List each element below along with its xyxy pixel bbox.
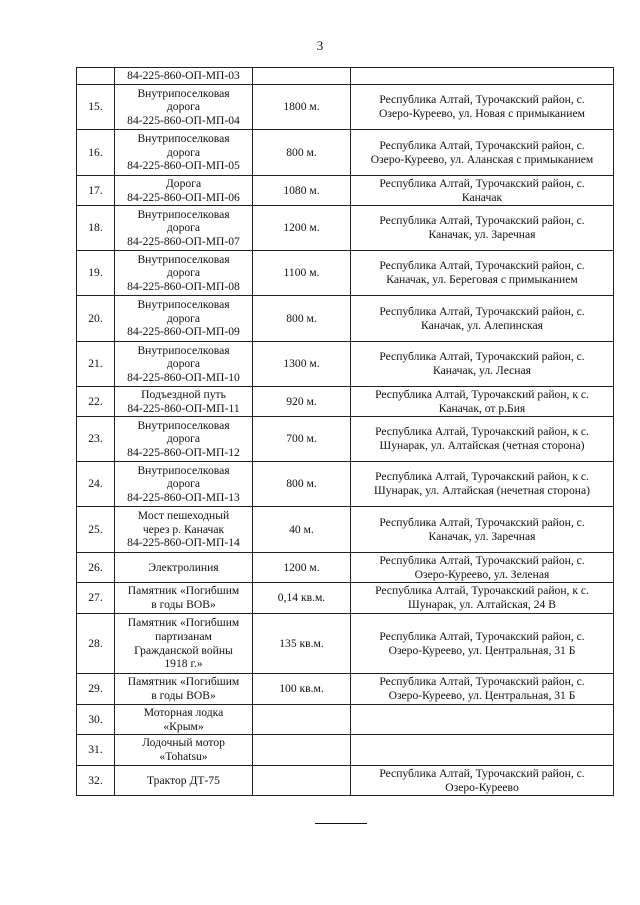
object-address-cell (351, 462, 614, 507)
object-address-cell (351, 387, 614, 417)
object-address-line: Республика Алтай, Турочакский район, с. (379, 214, 585, 228)
object-name-line: Мост пешеходный (137, 509, 230, 523)
object-address-line: Республика Алтай, Турочакский район, с. (379, 515, 585, 529)
object-address-cell (351, 417, 614, 462)
object-address-line: Каначак, ул. Лесная (433, 364, 531, 377)
object-address-line: Каначак, ул. Заречная (428, 228, 536, 241)
table-row (77, 206, 614, 251)
object-name-line: 84-225-860-ОП-МП-06 (127, 190, 240, 204)
object-name-line: 84-225-860-ОП-МП-12 (127, 445, 240, 459)
object-address-cell (351, 507, 614, 553)
object-name-cell (115, 342, 253, 387)
object-name-line: Моторная лодка (143, 705, 224, 719)
object-address-line: Республика Алтай, Турочакский район, с. (379, 553, 585, 567)
object-address-line: Республика Алтай, Турочакский район, с. (379, 350, 585, 364)
object-name-line: 84-225-860-ОП-МП-04 (127, 113, 240, 127)
object-address-cell (351, 705, 614, 735)
table-row (77, 766, 614, 796)
object-address-cell (351, 735, 614, 766)
object-name-line: Электролиния (148, 560, 219, 574)
row-number-cell: 22. (77, 387, 115, 417)
object-name-line: Внутрипоселковая (137, 252, 230, 266)
object-address-line: Озеро-Куреево, ул. Новая с примыканием (379, 107, 585, 120)
object-name-line: партизанам (155, 629, 212, 643)
object-name-cell (115, 507, 253, 553)
object-name-line: 84-225-860-ОП-МП-09 (127, 325, 240, 339)
object-name-cell (115, 206, 253, 251)
object-name-line: Внутрипоселковая (137, 418, 230, 432)
object-name-line: Трактор ДТ-75 (147, 773, 220, 787)
object-size-cell: 700 м. (253, 417, 351, 462)
object-name-line: 84-225-860-ОП-МП-10 (127, 370, 240, 384)
row-number-cell: 21. (77, 342, 115, 387)
page-number: 3 (316, 38, 324, 53)
object-address-cell (351, 130, 614, 176)
object-address-cell (351, 251, 614, 296)
object-name-line: 84-225-860-ОП-МП-05 (127, 159, 240, 173)
object-address-line: Республика Алтай, Турочакский район, к с. (375, 584, 589, 598)
object-address-line: Республика Алтай, Турочакский район, к с. (375, 425, 589, 439)
object-name-line: дорога (166, 311, 201, 325)
table-row (77, 507, 614, 553)
object-address-cell (351, 766, 614, 796)
object-address-line: Каначак, ул. Алепинская (421, 318, 543, 332)
row-number-cell: 27. (77, 583, 115, 614)
object-address-line: Шунарак, ул. Алтайская (нечетная сторона) (374, 484, 590, 497)
object-name-line: «Tohatsu» (159, 750, 208, 763)
object-size-cell: 40 м. (253, 507, 351, 553)
table-row (77, 553, 614, 583)
object-name-cell (115, 553, 253, 583)
object-address-line: Каначак (461, 190, 503, 204)
object-name-line: Дорога (165, 176, 202, 190)
object-size-cell: 100 кв.м. (253, 674, 351, 705)
row-number-cell: 24. (77, 462, 115, 507)
object-size-cell (253, 68, 351, 85)
object-address-cell (351, 342, 614, 387)
table-row (77, 583, 614, 614)
object-size-cell: 800 м. (253, 296, 351, 342)
object-address-line: Республика Алтай, Турочакский район, к с. (375, 387, 589, 401)
object-name-line: 84-225-860-ОП-МП-13 (127, 490, 240, 504)
end-of-document-line (315, 823, 367, 824)
table-row (77, 68, 614, 85)
object-address-line: Каначак, ул. Береговая с примыканием (386, 273, 578, 286)
object-name-line: Памятник «Погибшим (127, 584, 240, 598)
object-name-line: дорога (166, 357, 201, 371)
object-name-line: Внутрипоселковая (137, 298, 230, 312)
row-number-cell: 19. (77, 251, 115, 296)
property-registry-table (76, 67, 614, 796)
object-name-cell (115, 735, 253, 766)
row-number-cell: 18. (77, 206, 115, 251)
object-address-cell (351, 68, 614, 85)
object-name-line: дорога (166, 221, 201, 235)
object-name-line: дорога (166, 477, 201, 491)
object-name-line: в годы ВОВ» (151, 598, 216, 611)
object-name-line: «Крым» (163, 719, 204, 733)
object-address-line: Шунарак, ул. Алтайская, 24 В (408, 598, 556, 611)
row-number-cell: 31. (77, 735, 115, 766)
row-number-cell: 32. (77, 766, 115, 796)
object-size-cell: 1300 м. (253, 342, 351, 387)
object-address-line: Озеро-Куреево (445, 780, 519, 794)
object-name-line: 84-225-860-ОП-МП-07 (127, 234, 240, 248)
object-address-cell (351, 85, 614, 130)
row-number-cell: 16. (77, 130, 115, 176)
object-name-cell (115, 251, 253, 296)
table-row (77, 705, 614, 735)
table-row (77, 735, 614, 766)
object-name-line: Внутрипоселковая (137, 132, 230, 146)
object-name-cell (115, 766, 253, 796)
object-size-cell: 800 м. (253, 130, 351, 176)
object-size-cell: 800 м. (253, 462, 351, 507)
table-row (77, 342, 614, 387)
table-row (77, 130, 614, 176)
row-number-cell: 17. (77, 176, 115, 206)
object-name-line: Памятник «Погибшим (127, 616, 240, 630)
object-address-line: Республика Алтай, Турочакский район, к с. (375, 470, 589, 484)
object-size-cell: 1100 м. (253, 251, 351, 296)
object-name-cell (115, 387, 253, 417)
object-address-line: Каначак, от р.Бия (438, 401, 526, 415)
table-row (77, 296, 614, 342)
object-name-line: 84-225-860-ОП-МП-11 (127, 401, 240, 415)
object-name-line: дорога (166, 145, 201, 159)
object-name-cell (115, 583, 253, 614)
object-name-cell (115, 674, 253, 705)
object-size-cell (253, 705, 351, 735)
table-row (77, 176, 614, 206)
object-address-cell (351, 206, 614, 251)
object-name-line: Памятник «Погибшим (127, 675, 240, 689)
row-number-cell: 26. (77, 553, 115, 583)
object-address-line: Озеро-Куреево, ул. Центральная, 31 Б (388, 689, 576, 702)
object-address-line: Республика Алтай, Турочакский район, с. (379, 629, 585, 643)
object-name-cell (115, 130, 253, 176)
row-number-cell: 29. (77, 674, 115, 705)
object-address-cell (351, 553, 614, 583)
object-name-cell (115, 296, 253, 342)
object-address-cell (351, 583, 614, 614)
object-address-line: Республика Алтай, Турочакский район, с. (379, 93, 585, 107)
object-size-cell: 1200 м. (253, 553, 351, 583)
object-name-line: 84-225-860-ОП-МП-08 (127, 279, 240, 293)
object-name-cell (115, 176, 253, 206)
registry-body (77, 68, 614, 796)
table-row (77, 387, 614, 417)
object-name-line: 1918 г.» (164, 657, 203, 671)
object-address-line: Озеро-Куреево, ул. Центральная, 31 Б (388, 643, 576, 657)
object-name-line: в годы ВОВ» (151, 689, 216, 702)
object-name-cell (115, 705, 253, 735)
row-number-cell: 15. (77, 85, 115, 130)
object-name-cell (115, 85, 253, 130)
object-size-cell: 135 кв.м. (253, 614, 351, 674)
object-size-cell (253, 735, 351, 766)
row-number-cell: 25. (77, 507, 115, 553)
row-number-cell: 23. (77, 417, 115, 462)
row-number-cell: 30. (77, 705, 115, 735)
object-name-line: Подъездной путь (141, 387, 226, 401)
object-address-cell (351, 296, 614, 342)
table-row (77, 417, 614, 462)
object-size-cell: 0,14 кв.м. (253, 583, 351, 614)
object-address-line: Озеро-Куреево, ул. Аланская с примыканием (370, 152, 594, 166)
row-number-cell: 28. (77, 614, 115, 674)
object-address-line: Каначак, ул. Заречная (428, 529, 536, 543)
object-name-cell (115, 68, 253, 85)
object-name-cell (115, 462, 253, 507)
object-size-cell: 1080 м. (253, 176, 351, 206)
object-address-line: Республика Алтай, Турочакский район, с. (379, 138, 585, 152)
object-address-line: Республика Алтай, Турочакский район, с. (379, 176, 585, 190)
object-name-line: Внутрипоселковая (137, 86, 230, 100)
object-name-line: 84-225-860-ОП-МП-14 (127, 536, 240, 550)
object-size-cell: 920 м. (253, 387, 351, 417)
object-size-cell (253, 766, 351, 796)
object-name-cell (115, 417, 253, 462)
object-name-line: дорога (166, 266, 201, 280)
object-address-line: Республика Алтай, Турочакский район, с. (379, 675, 585, 689)
object-address-line: Шунарак, ул. Алтайская (четная сторона) (379, 439, 585, 452)
table-row (77, 85, 614, 130)
object-name-line: дорога (166, 432, 201, 446)
object-name-line: Внутрипоселковая (137, 343, 230, 357)
object-name-line: Лодочный мотор (142, 736, 225, 750)
table-row (77, 674, 614, 705)
object-name-line: Гражданской войны (134, 643, 233, 657)
object-address-line: Республика Алтай, Турочакский район, с. (379, 766, 585, 780)
object-address-cell (351, 614, 614, 674)
object-name-line: через р. Каначак (142, 522, 225, 536)
object-address-cell (351, 674, 614, 705)
object-name-line: Внутрипоселковая (137, 463, 230, 477)
object-name-line: Внутрипоселковая (137, 207, 230, 221)
object-name-line: 84-225-860-ОП-МП-03 (127, 69, 240, 83)
table-row (77, 462, 614, 507)
row-number-cell (77, 68, 115, 85)
object-name-cell (115, 614, 253, 674)
object-address-line: Республика Алтай, Турочакский район, с. (379, 304, 585, 318)
object-address-line: Республика Алтай, Турочакский район, с. (379, 259, 585, 273)
table-row (77, 251, 614, 296)
row-number-cell: 20. (77, 296, 115, 342)
object-address-line: Озеро-Куреево, ул. Зеленая (414, 567, 550, 581)
table-row (77, 614, 614, 674)
object-size-cell: 1200 м. (253, 206, 351, 251)
object-name-line: дорога (166, 100, 201, 114)
object-address-cell (351, 176, 614, 206)
object-size-cell: 1800 м. (253, 85, 351, 130)
